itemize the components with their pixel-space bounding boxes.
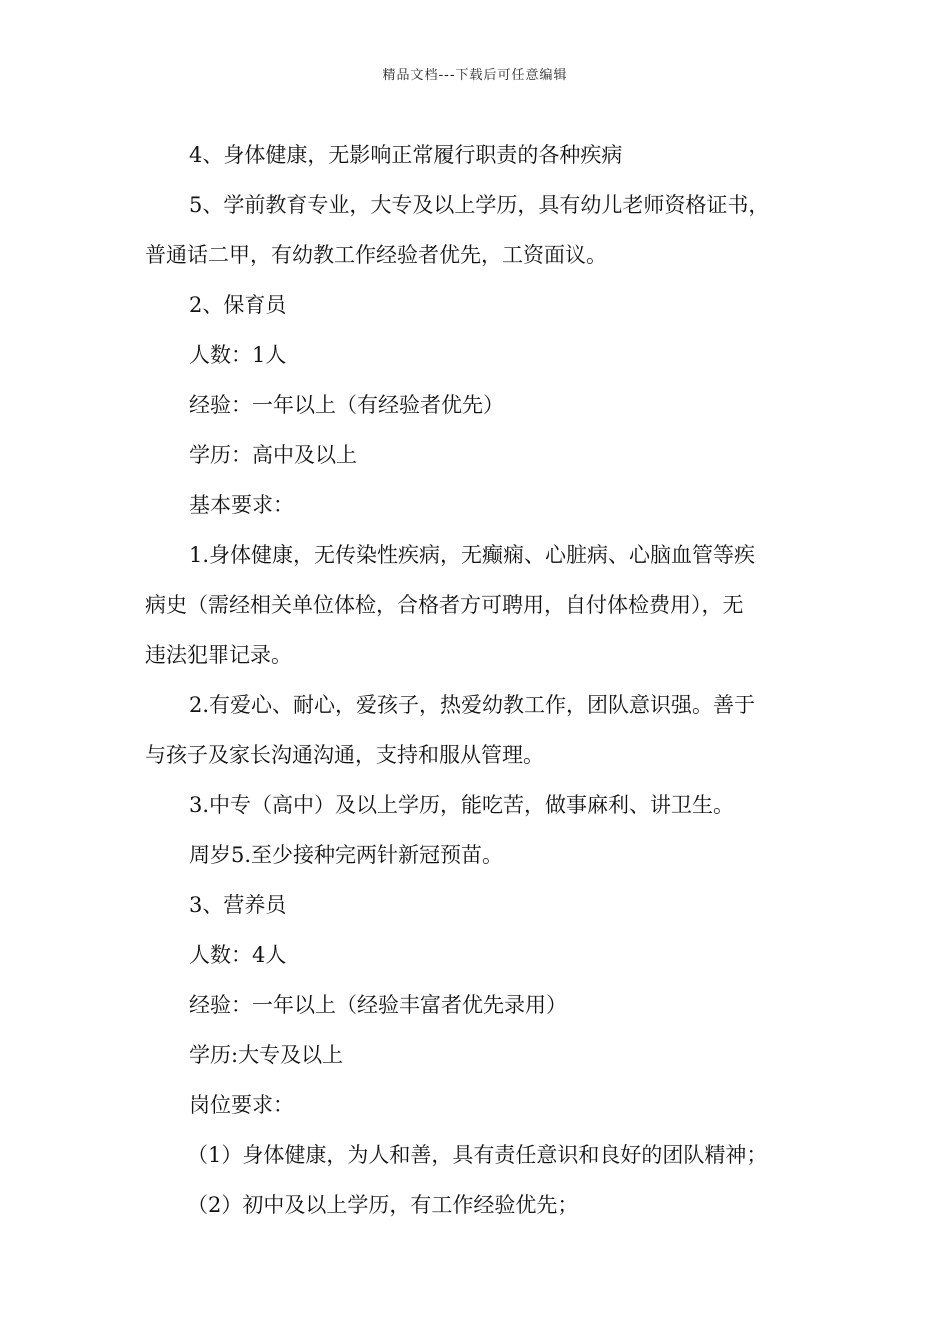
paragraph-line: 5、学前教育专业，大专及以上学历，具有幼儿老师资格证书，	[189, 193, 770, 217]
paragraph-line: 违法犯罪记录。	[145, 643, 292, 667]
paragraph-line: 基本要求：	[189, 493, 294, 517]
paragraph-line: 经验：一年以上（经验丰富者优先录用）	[189, 993, 567, 1017]
section-heading: 2、保育员	[189, 293, 287, 317]
paragraph-line: （2）初中及以上学历，有工作经验优先；	[187, 1193, 579, 1217]
paragraph-line: 学历：高中及以上	[189, 443, 357, 467]
paragraph-line: 1.身体健康，无传染性疾病，无癫痫、心脏病、心脑血管等疾	[189, 543, 756, 567]
paragraph-line: （1）身体健康，为人和善，具有责任意识和良好的团队精神；	[187, 1143, 768, 1167]
paragraph-line: 4、身体健康，无影响正常履行职责的各种疾病	[189, 143, 623, 167]
paragraph-line: 病史（需经相关单位体检，合格者方可聘用，自付体检费用），无	[145, 593, 744, 617]
paragraph-line: 人数：1人	[189, 343, 287, 367]
paragraph-line: 经验：一年以上（有经验者优先）	[189, 393, 504, 417]
page-header: 精品文档---下载后可任意编辑	[382, 68, 568, 83]
paragraph-line: 岗位要求：	[189, 1093, 294, 1117]
paragraph-line: 人数：4人	[189, 943, 287, 967]
paragraph-line: 2.有爱心、耐心，爱孩子，热爱幼教工作，团队意识强。善于	[189, 693, 756, 717]
paragraph-line: 3.中专（高中）及以上学历，能吃苦，做事麻利、讲卫生。	[189, 793, 735, 817]
paragraph-line: 周岁5.至少接种完两针新冠预苗。	[189, 843, 504, 867]
paragraph-line: 学历:大专及以上	[189, 1043, 344, 1067]
paragraph-line: 与孩子及家长沟通沟通，支持和服从管理。	[145, 743, 544, 767]
section-heading: 3、营养员	[189, 893, 287, 917]
document-body	[145, 130, 810, 1230]
paragraph-line: 普通话二甲，有幼教工作经验者优先，工资面议。	[145, 243, 607, 267]
